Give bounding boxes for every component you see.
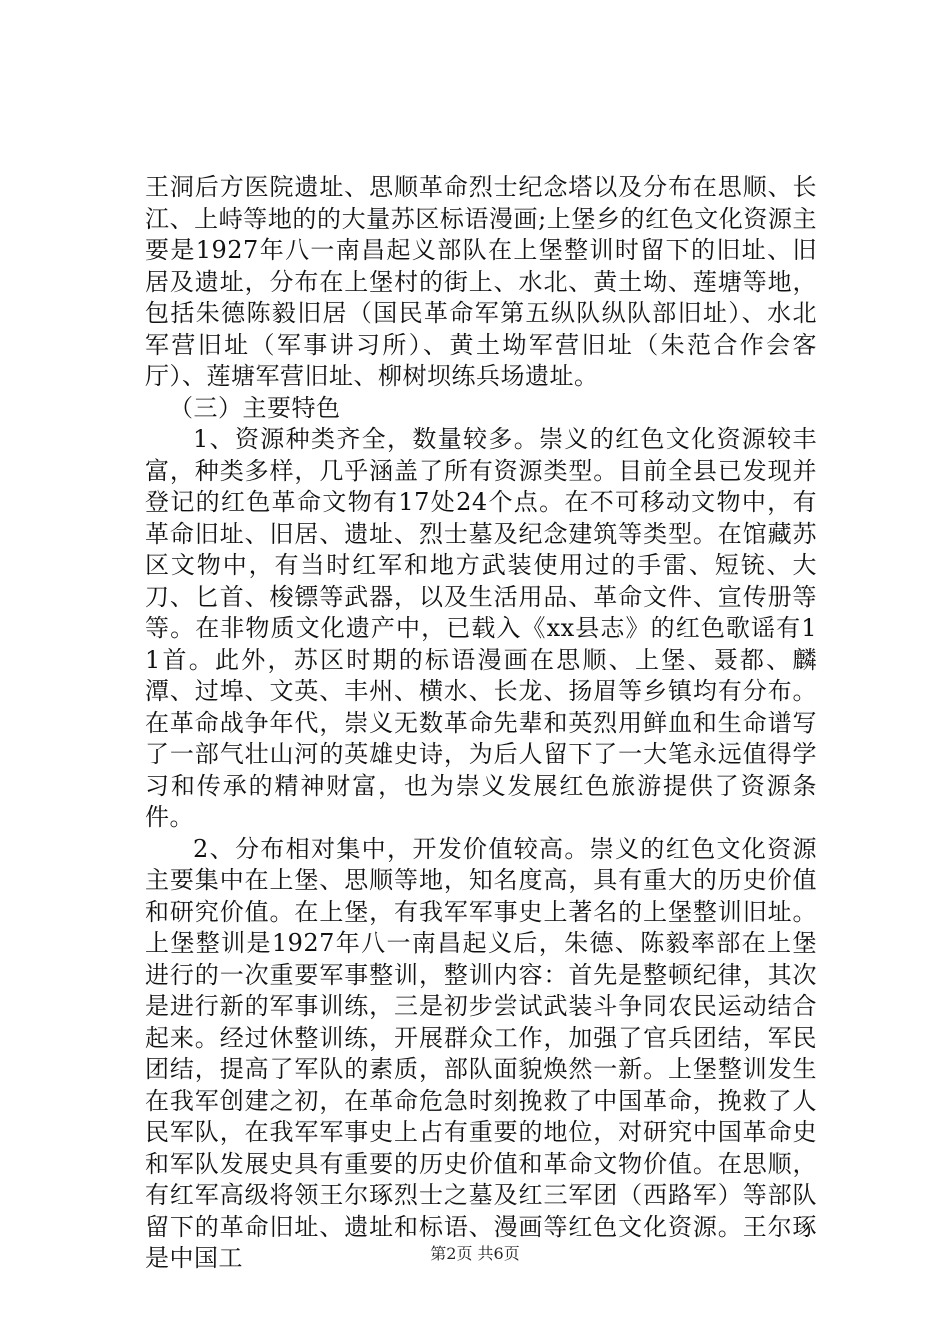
section-heading: （三）主要特色 [169, 393, 341, 422]
paragraph-feature-2: 2、分布相对集中，开发价值较高。崇义的红色文化资源主要集中在上堡、思顺等地，知名度高，具有重大的历史价值和研究价值。在上堡，有我军军事史上著名的上堡整训旧址。上堡整训是1927年八一南昌起义后，朱德、陈毅率部在上堡进行的一次重要军事整训，整训内容：首先是整顿纪律，其次是进行新的军事训练，三是初步尝试武装斗争同农民运动结合起来。经过休整训练，开展群众工作，加强了官兵团结，军民团结，提高了军队的素质，部队面貌焕然一新。上堡整训发生在我军创建之初，在革命危急时刻挽救了中国革命，挽救了人民军队，在我军军事史上占有重要的地位，对研究中国革命史和军队发展史具有重要的历史价值和革命文物价值。在思顺，有红军高级将领王尔琢烈士之墓及红三军团（西路军）等部队留下的革命旧址、遗址和标语、漫画等红色文化资源。王尔琢是中国工 [145, 834, 817, 1272]
document-body [145, 172, 817, 1275]
paragraph-feature-1: 1、资源种类齐全，数量较多。崇义的红色文化资源较丰富，种类多样，几乎涵盖了所有资源类型。目前全县已发现并登记的红色革命文物有17处24个点。在不可移动文物中，有革命旧址、旧居、遗址、烈士墓及纪念建筑等类型。在馆藏苏区文物中，有当时红军和地方武装使用过的手雷、短铳、大刀、匕首、梭镖等武器，以及生活用品、革命文件、宣传册等等。在非物质文化遗产中，已载入《xx县志》的红色歌谣有11首。此外，苏区时期的标语漫画在思顺、上堡、聂都、麟潭、过埠、文英、丰州、横水、长龙、扬眉等乡镇均有分布。在革命战争年代，崇义无数革命先辈和英烈用鲜血和生命谱写了一部气壮山河的英雄史诗，为后人留下了一大笔永远值得学习和传承的精神财富，也为崇义发展红色旅游提供了资源条件。 [145, 425, 817, 831]
page-number-footer: 第2页 共6页 [430, 1244, 520, 1263]
paragraph-continued: 王洞后方医院遗址、思顺革命烈士纪念塔以及分布在思顺、长江、上峙等地的的大量苏区标语漫画;上堡乡的红色文化资源主要是1927年八一南昌起义部队在上堡整训时留下的旧址、旧居及遗址，分布在上堡村的街上、水北、黄土坳、莲塘等地，包括朱德陈毅旧居（国民革命军第五纵队纵队部旧址）、水北军营旧址（军事讲习所）、黄土坳军营旧址（朱范合作会客厅）、莲塘军营旧址、柳树坝练兵场遗址。 [145, 173, 817, 390]
